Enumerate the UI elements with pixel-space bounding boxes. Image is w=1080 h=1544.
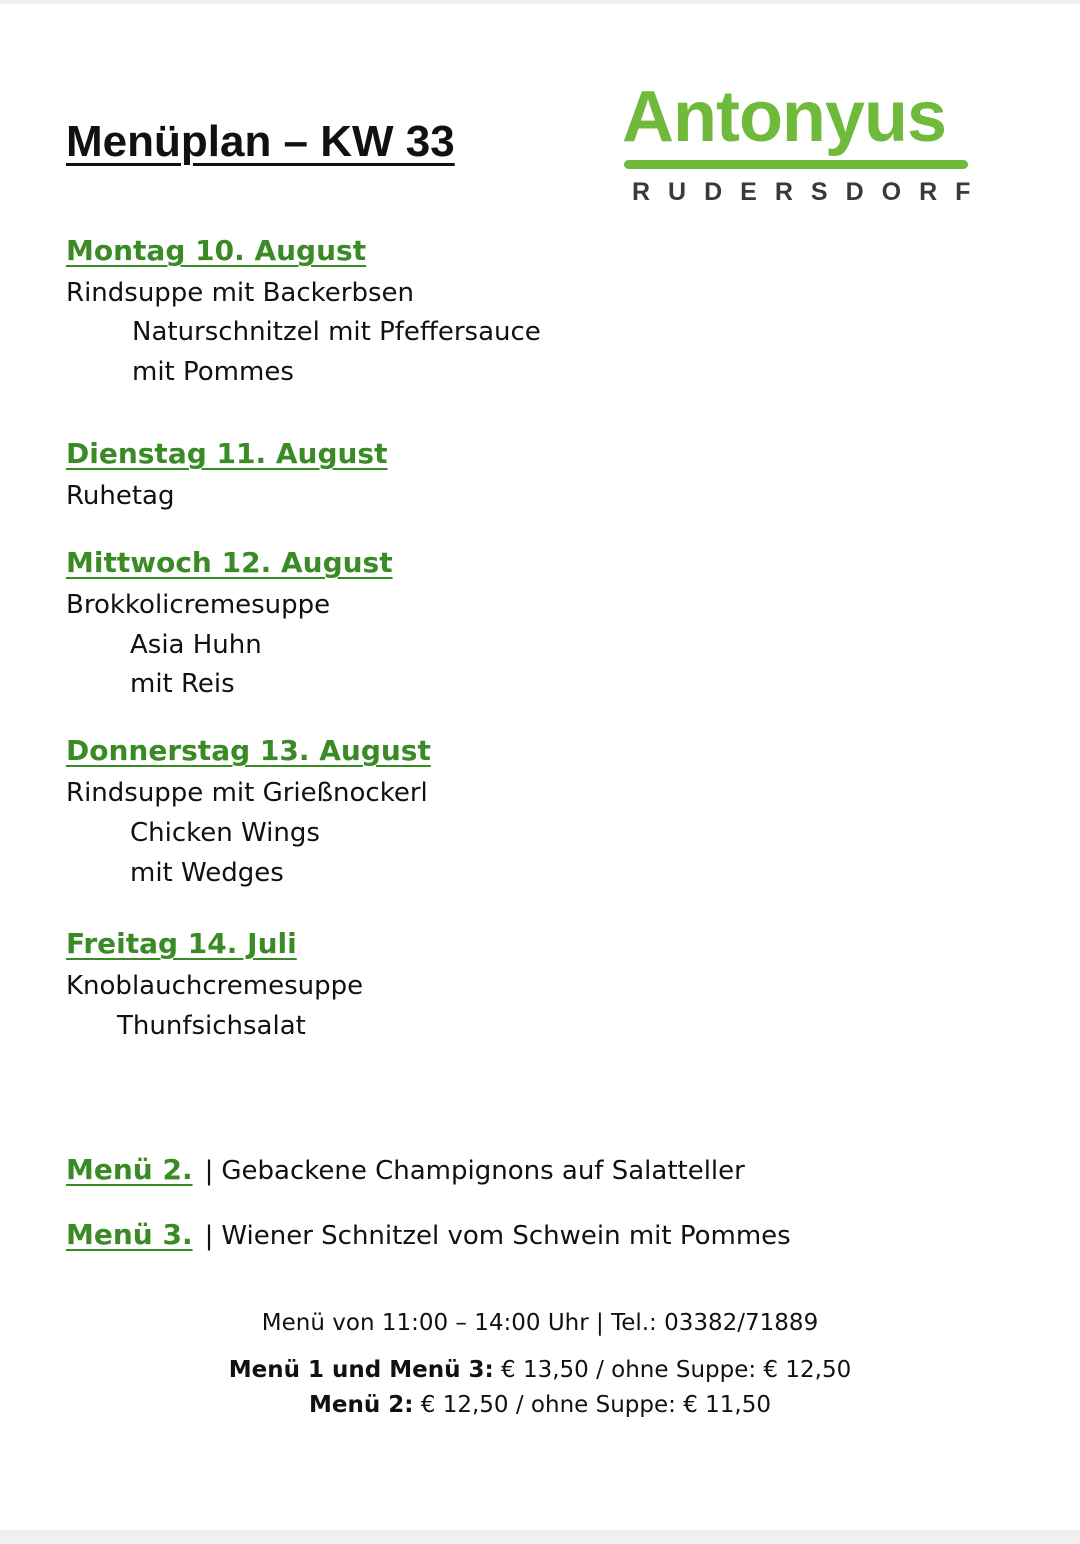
main-dish-thursday: Chicken Wings [130,818,320,848]
menu-3-separator: | [204,1221,214,1251]
price-line-1 [0,1357,1080,1383]
soup-wednesday: Brokkolicremesuppe [66,590,331,620]
menu-3-label: Menü 3. [66,1218,193,1251]
soup-monday: Rindsuppe mit Backerbsen [66,278,414,308]
menu-2-label: Menü 2. [66,1153,193,1186]
menu-2-description: Gebackene Champignons auf Salatteller [221,1156,745,1186]
day-heading-wednesday: Mittwoch 12. August [66,546,393,579]
day-heading-tuesday: Dienstag 11. August [66,437,388,470]
price-2-label: Menü 2: [309,1392,414,1418]
page-title: Menüplan – KW 33 [66,117,455,166]
soup-friday: Knoblauchcremesuppe [66,971,364,1001]
logo-name: Antonyus [622,77,946,157]
day-heading-friday: Freitag 14. Juli [66,927,297,960]
price-line-2 [0,1392,1080,1418]
main-dish-wednesday: Asia Huhn [130,630,262,660]
opening-hours: Menü von 11:00 – 14:00 Uhr | Tel.: 03382/71889 [261,1310,819,1336]
menu-page [0,4,1080,1530]
restaurant-logo [620,77,989,214]
menu-3-description: Wiener Schnitzel vom Schwein mit Pommes [221,1221,791,1251]
day-heading-thursday: Donnerstag 13. August [66,734,431,767]
main-dish-monday: Naturschnitzel mit Pfeffersauce [132,317,541,347]
price-1-value: € 13,50 / ohne Suppe: € 12,50 [501,1357,852,1383]
logo-subtitle: RUDERSDORF [632,178,989,206]
price-2-value: € 12,50 / ohne Suppe: € 11,50 [420,1392,771,1418]
menu-2-separator: | [204,1156,214,1186]
menu-2-row [66,1153,745,1186]
note-tuesday: Ruhetag [66,481,175,511]
price-1-label: Menü 1 und Menü 3: [228,1357,494,1383]
menu-3-row [66,1218,791,1251]
soup-thursday: Rindsuppe mit Grießnockerl [66,778,428,808]
side-dish-wednesday: mit Reis [130,669,235,699]
logo-underline [624,160,968,169]
day-heading-monday: Montag 10. August [66,234,367,267]
side-dish-thursday: mit Wedges [130,858,284,888]
main-dish-friday: Thunfsichsalat [117,1011,306,1041]
side-dish-monday: mit Pommes [132,357,294,387]
